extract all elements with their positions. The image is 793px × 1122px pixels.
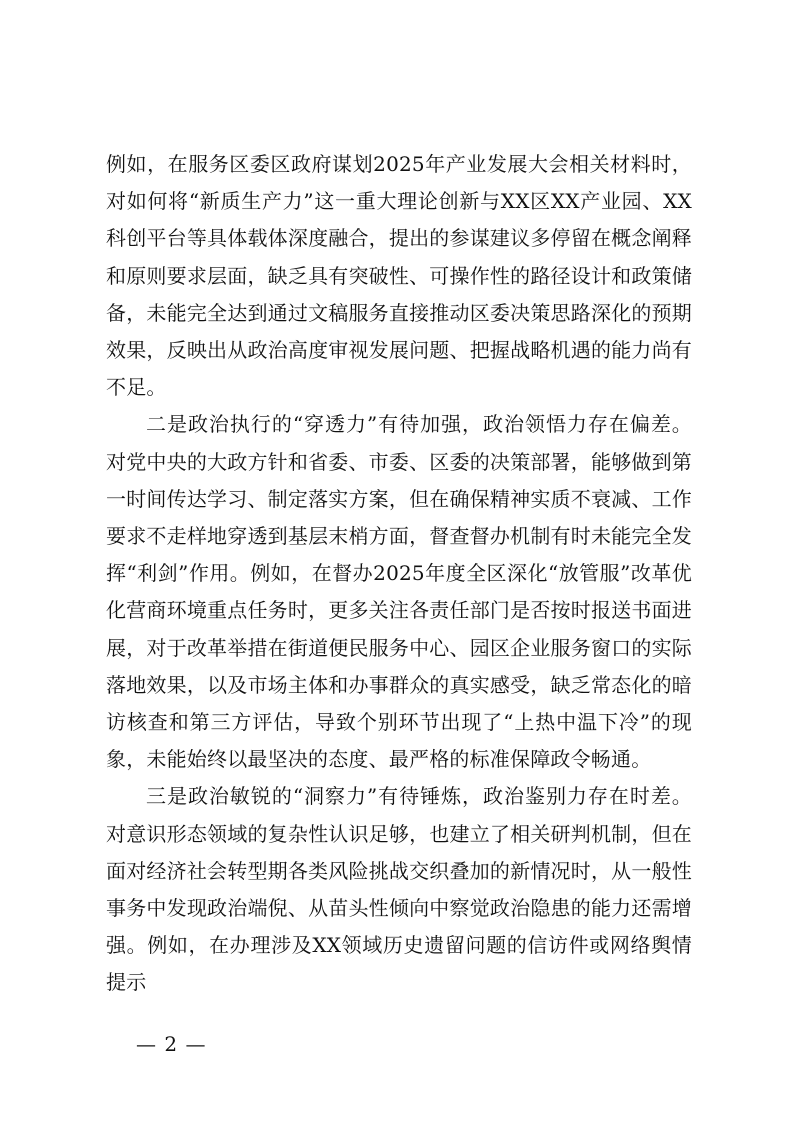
- paragraph-continuation: 例如，在服务区委区政府谋划2025年产业发展大会相关材料时，对如何将“新质生产力”这一重大理论创新与XX区XX产业园、XX科创平台等具体载体深度融合，提出的参谋建议多停留在概念阐释和原则要求层面，缺乏具有突破性、可操作性的路径设计和政策储备，未能完全达到通过文稿服务直接推动区委决策思路深化的预期效果，反映出从政治高度审视发展问题、把握战略机遇的能力尚有不足。: [106, 152, 692, 400]
- paragraph-political-execution: 二是政治执行的“穿透力”有待加强，政治领悟力存在偏差。对党中央的大政方针和省委、市委、区委的决策部署，能够做到第一时间传达学习、制定落实方案，但在确保精神实质不衰减、工作要求不走样地穿透到基层末梢方面，督查督办机制有时未能完全发挥“利剑”作用。例如，在督办2025年度全区深化“放管服”改革优化营商环境重点任务时，更多关注各责任部门是否按时报送书面进展，对于改革举措在街道便民服务中心、园区企业服务窗口的实际落地效果，以及市场主体和办事群众的真实感受，缺乏常态化的暗访核查和第三方评估，导致个别环节出现了“上热中温下冷”的现象，未能始终以最坚决的态度、最严格的标准保障政令畅通。: [106, 412, 692, 772]
- document-body: [106, 146, 692, 1002]
- page-number: — 2 —: [136, 1032, 207, 1056]
- paragraph-political-sensitivity: 三是政治敏锐的“洞察力”有待锤炼，政治鉴别力存在时差。对意识形态领域的复杂性认识足够，也建立了相关研判机制，但在面对经济社会转型期各类风险挑战交织叠加的新情况时，从一般性事务中发现政治端倪、从苗头性倾向中察觉政治隐患的能力还需增强。例如，在办理涉及XX领域历史遗留问题的信访件或网络舆情提示: [106, 784, 692, 995]
